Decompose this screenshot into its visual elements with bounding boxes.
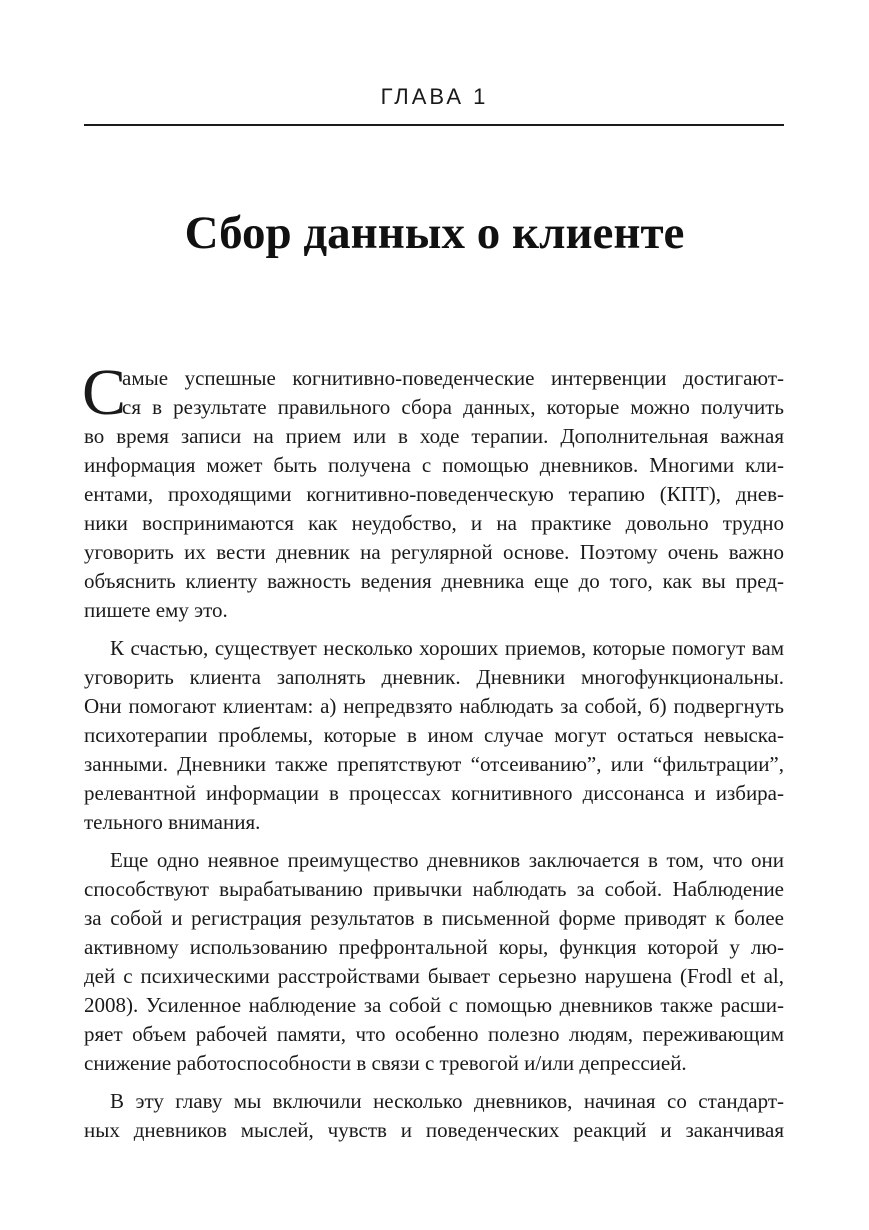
paragraph-3 [84,846,784,1078]
text-line: ся в результате правильного сбора данных, которые можно получить [122,395,784,419]
text-line: уговорить их вести дневник на регулярной основе. Поэтому очень важно [84,540,784,564]
text-line: ных дневников мыслей, чувств и поведенческих реакций и заканчивая [84,1118,784,1142]
text-line: амые успешные когнитивно-поведенческие интервенции достигают- [122,366,784,390]
text-line: пишете ему это. [84,598,228,622]
body-text [82,356,784,1145]
text-line: Еще одно неявное преимущество дневников заключается в том, что они [110,848,784,872]
text-line: К счастью, существует несколько хороших приемов, которые помогут вам [110,636,784,660]
text-line: тельного внимания. [84,810,261,834]
paragraph-4 [84,1087,784,1145]
chapter-label: ГЛАВА 1 [380,84,489,109]
text-line: информация может быть получена с помощью дневников. Многими кли- [84,453,784,477]
text-line: ники воспринимаются как неудобство, и на практике довольно трудно [84,511,784,535]
text-line: ряет объем рабочей памяти, что особенно полезно людям, переживающим [84,1022,784,1046]
text-line: релевантной информации в процессах когнитивного диссонанса и избира- [84,781,784,805]
text-line: психотерапии проблемы, которые в ином случае могут остаться невыска- [84,723,784,747]
text-line: дей с психическими расстройствами бывает серьезно нарушена (Frodl et al, [84,964,784,988]
chapter-rule [84,124,784,126]
text-line: В эту главу мы включили несколько дневников, начиная со стандарт- [110,1089,784,1113]
chapter-title: Сбор данных о клиенте [184,207,685,259]
text-line: способствуют вырабатыванию привычки наблюдать за собой. Наблюдение [84,877,784,901]
text-line: снижение работоспособности в связи с тревогой и/или депрессией. [84,1051,687,1075]
text-line: уговорить клиента заполнять дневник. Дневники многофункциональны. [84,665,784,689]
text-line: ентами, проходящими когнитивно-поведенческую терапию (КПТ), днев- [84,482,784,506]
paragraph-1 [82,356,784,625]
text-line: Они помогают клиентам: а) непредвзято наблюдать за собой, б) подвергнуть [84,694,784,718]
text-line: активному использованию префронтальной коры, функция которой у лю- [84,935,784,959]
text-line: во время записи на прием или в ходе терапии. Дополнительная важная [84,424,784,448]
text-line: объяснить клиенту важность ведения дневника еще до того, как вы пред- [84,569,784,593]
paragraph-2 [84,634,784,837]
drop-cap: С [82,356,127,429]
text-line: занными. Дневники также препятствуют “отсеиванию”, или “фильтрации”, [84,752,784,776]
text-line: 2008). Усиленное наблюдение за собой с помощью дневников также расши- [84,993,784,1017]
text-line: за собой и регистрация результатов в письменной форме приводят к более [84,906,784,930]
